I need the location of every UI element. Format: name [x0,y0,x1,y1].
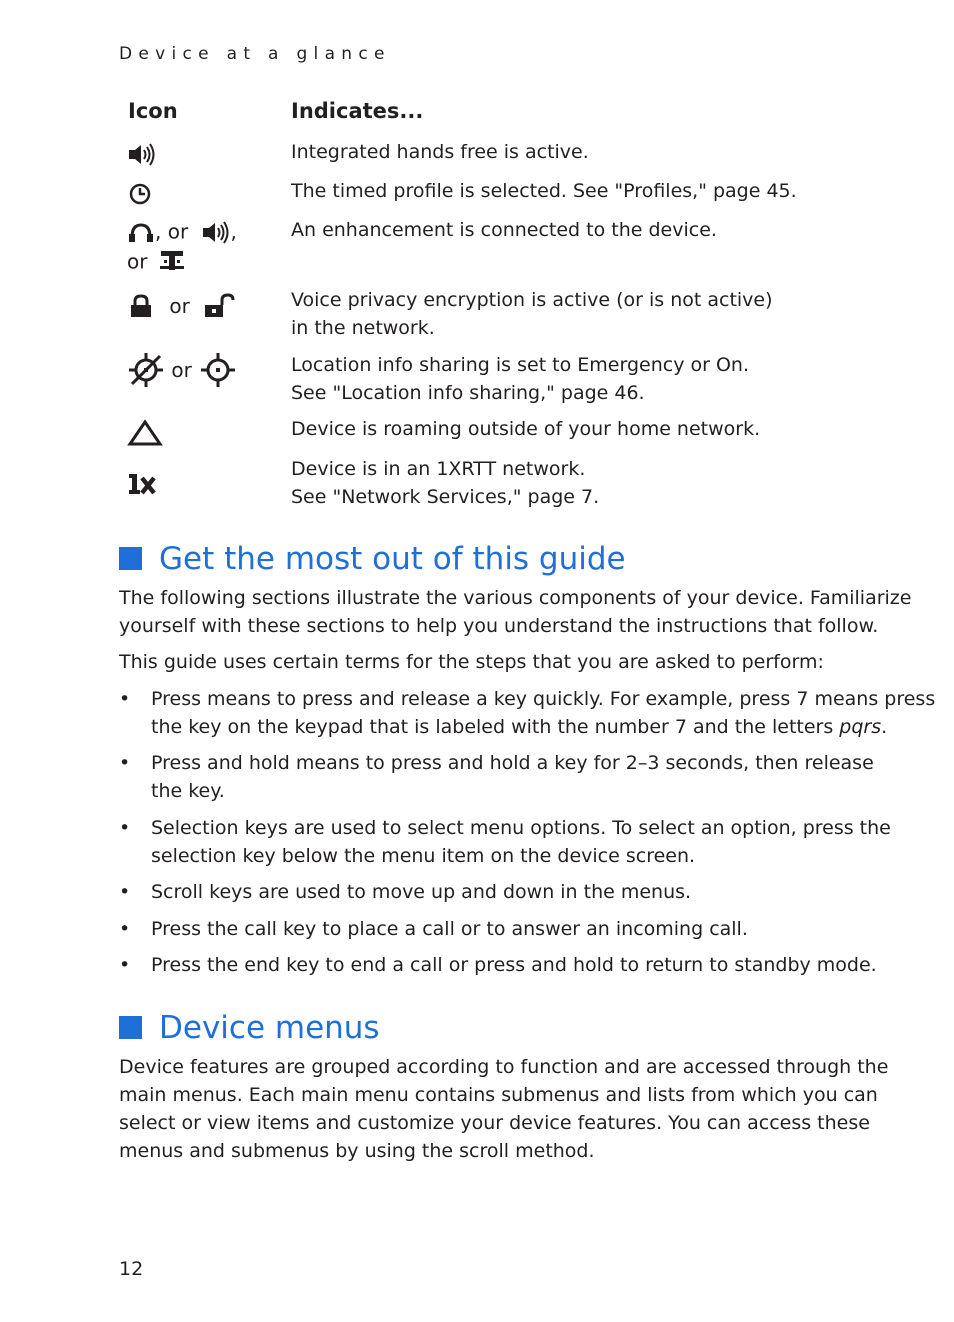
bullet-icon: • [119,954,131,976]
list-item-line: selection key below the menu item on the device screen. [151,845,696,867]
heading-square-icon [119,1016,142,1039]
indication-line: See "Network Services," page 7. [291,486,600,508]
paragraph-line: This guide uses certain terms for the steps that you are asked to perform: [119,651,824,673]
tty-icon [158,248,186,274]
paragraph-line: main menus. Each main menu contains submenus and lists from which you can [119,1084,878,1106]
list-item-segment: the key on the keypad that is labeled with the number 7 and the letters [151,716,840,738]
menus-paragraph [119,1053,889,1165]
paragraph-line: Device features are grouped according to function and are accessed through the [119,1056,889,1078]
lock-open-icon [202,293,236,319]
indication-line: The timed profile is selected. See "Profiles," page 45. [291,180,797,202]
list-item-text [151,749,874,805]
indication-text [291,415,811,443]
handsfree-icon [127,141,157,167]
indication-line: Voice privacy encryption is active (or is not active) [291,289,773,311]
intro-paragraph [119,584,912,640]
indication-text [291,138,811,166]
list-item-line: Press and hold means to press and hold a key for 2–3 seconds, then release [151,752,874,774]
indication-text [291,177,811,205]
list-item-line: the key. [151,780,225,802]
list-item-text [151,915,831,943]
indication-line: in the network. [291,317,435,339]
column-header-indicates: Indicates... [291,99,424,123]
letters-emphasis: pqrs [839,716,882,738]
separator-text: , or [155,219,189,244]
paragraph-line: menus and submenus by using the scroll method. [119,1140,595,1162]
location-on-icon [200,351,236,389]
headset-icon [127,219,155,245]
indication-line: See "Location info sharing," page 46. [291,382,645,404]
icon-cell [127,216,237,275]
indication-text [291,455,811,511]
list-item-line: Press the call key to place a call or to answer an incoming call. [151,918,748,940]
list-item-text [151,814,891,870]
bullet-icon: • [119,752,131,774]
section-title: Device menus [159,1010,380,1046]
clock-icon [127,180,153,206]
paragraph-line: The following sections illustrate the various components of your device. Familiarize [119,587,912,609]
icon-cell [127,138,157,167]
icon-cell [127,417,163,447]
section-heading-guide [119,541,626,577]
section-title: Get the most out of this guide [159,541,626,577]
icon-cell [127,177,153,206]
icon-cell [127,351,236,389]
separator-text: or [171,358,192,382]
indication-text [291,216,811,244]
indication-line: Device is in an 1XRTT network. [291,458,586,480]
separator-text: or [169,293,190,318]
bullet-icon: • [119,817,131,839]
indication-line: Location info sharing is set to Emergency or On. [291,354,750,376]
indication-line: An enhancement is connected to the device. [291,219,717,241]
icon-cell [127,290,236,320]
list-item-line [151,713,888,741]
paragraph-line: select or view items and customize your device features. You can access these [119,1112,870,1134]
roaming-triangle-icon [127,419,163,447]
indication-line: Device is roaming outside of your home network. [291,418,761,440]
list-item-line: Selection keys are used to select menu options. To select an option, press the [151,817,891,839]
list-item-line: Press means to press and release a key quickly. For example, press 7 means press [151,688,936,710]
page-number: 12 [119,1258,144,1280]
list-item-line: Scroll keys are used to move up and down in the menus. [151,881,692,903]
bullet-icon: • [119,688,131,710]
icon-cell [127,468,157,497]
indication-text [291,286,811,342]
indication-text [291,351,811,407]
lock-closed-icon [127,293,155,319]
bullet-icon: • [119,918,131,940]
separator-text: or [127,249,148,273]
list-item-segment: . [881,716,888,738]
terms-paragraph [119,648,829,676]
bullet-icon: • [119,881,131,903]
list-item-text [151,878,831,906]
heading-square-icon [119,547,142,570]
paragraph-line: yourself with these sections to help you understand the instructions that follow. [119,615,879,637]
1x-network-icon [127,471,157,497]
loudspeaker-icon [201,219,231,245]
list-item-text [151,951,877,979]
separator-text: , [230,219,237,244]
column-header-icon: Icon [128,99,178,123]
location-emergency-icon [127,351,165,389]
indication-line: Integrated hands free is active. [291,141,589,163]
running-header: Device at a glance [119,44,391,64]
list-item-line: Press the end key to end a call or press and hold to return to standby mode. [151,954,877,976]
section-heading-menus [119,1010,380,1046]
list-item-text [151,685,936,741]
